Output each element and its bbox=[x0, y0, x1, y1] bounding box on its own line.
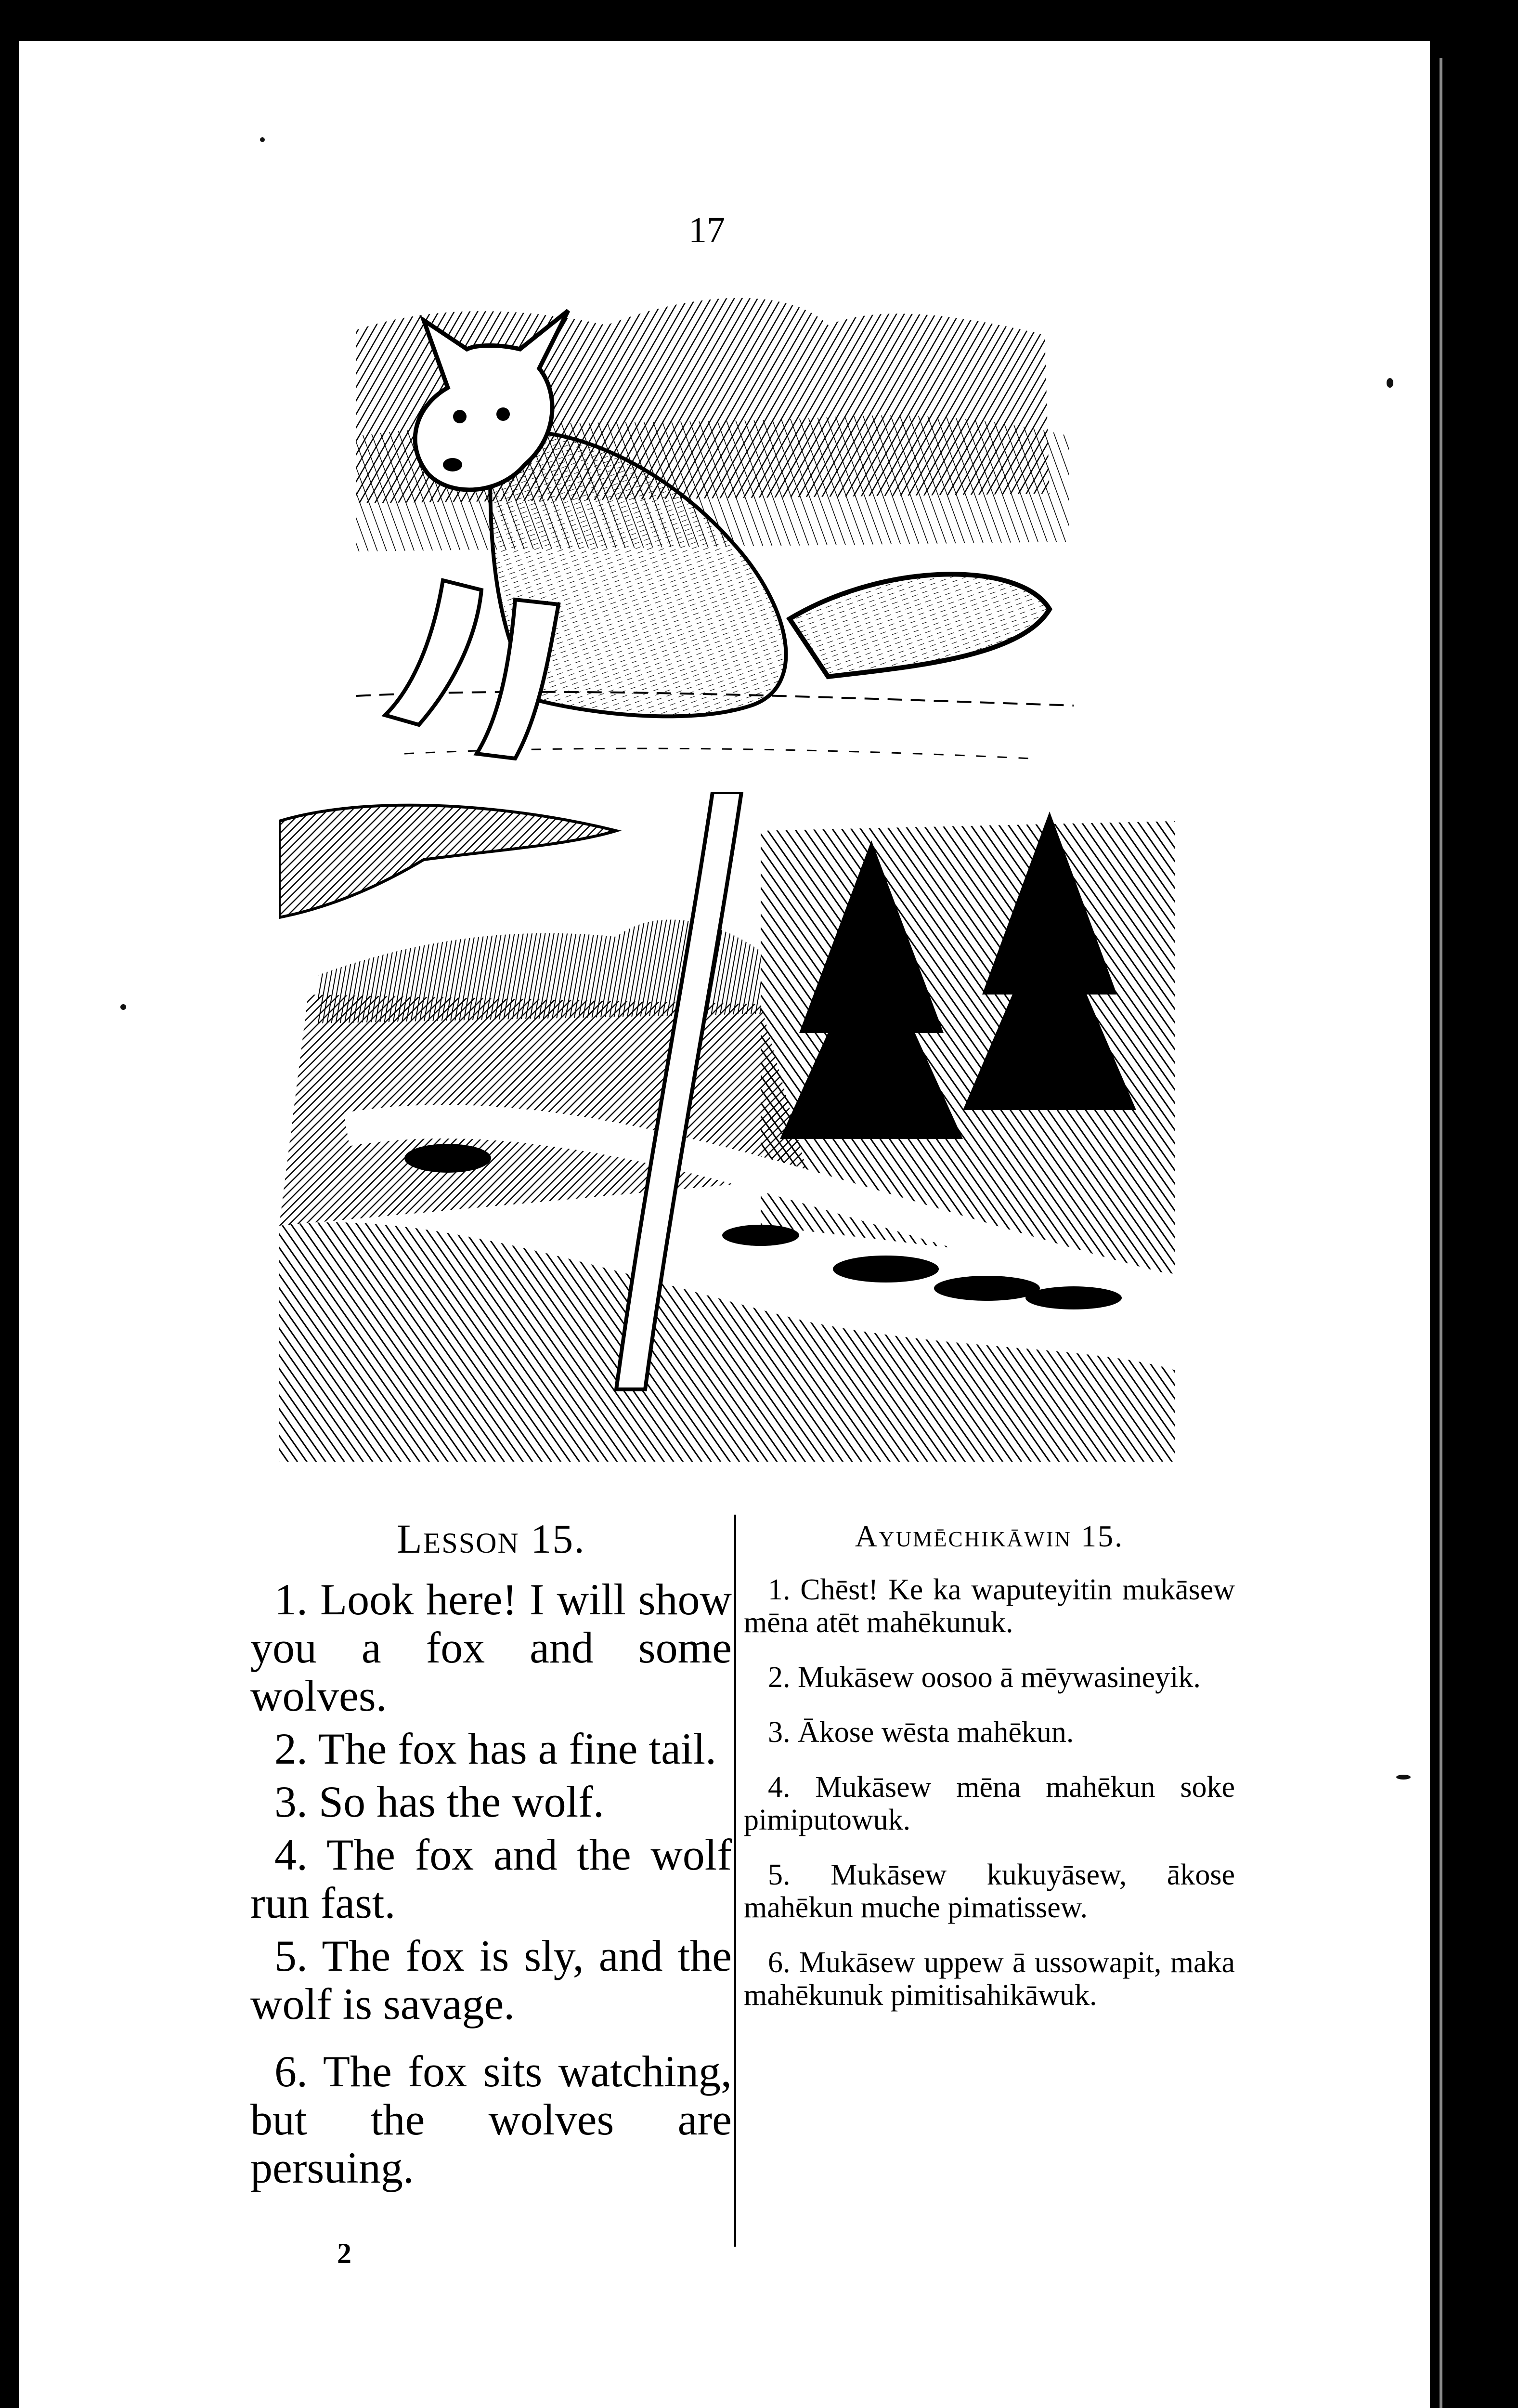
cree-paragraph-4: 4. Mukāsew mēna mahēkun soke pimiputowuk. bbox=[744, 1771, 1235, 1836]
english-paragraph-3: 3. So has the wolf. bbox=[274, 1777, 604, 1826]
signature-mark: 2 bbox=[337, 2238, 351, 2269]
cree-column bbox=[744, 1515, 1235, 2034]
english-paragraph-5: 5. The fox is sly, and the wolf is savage. bbox=[250, 1931, 732, 2028]
wolves-forest-illustration bbox=[279, 792, 1175, 1462]
page-edge-line bbox=[1440, 58, 1442, 2408]
scan-edge bbox=[1430, 0, 1518, 2408]
speck bbox=[260, 137, 265, 142]
page-number: 17 bbox=[688, 210, 725, 250]
english-heading: Lesson 15. bbox=[397, 1516, 585, 1562]
cree-paragraph-6: 6. Mukāsew uppew ā ussowapit, maka mahēkunuk pimitisahikāwuk. bbox=[744, 1946, 1235, 2012]
english-paragraph-4: 4. The fox and the wolf run fast. bbox=[250, 1830, 732, 1927]
cree-paragraph-5: 5. Mukāsew kukuyāsew, ākose mahēkun muche pimatissew. bbox=[744, 1858, 1235, 1924]
column-divider bbox=[734, 1515, 736, 2247]
english-column bbox=[250, 1515, 732, 2197]
speck bbox=[1387, 378, 1393, 388]
speck bbox=[1396, 1775, 1411, 1780]
english-paragraph-1: 1. Look here! I will show you a fox and some wolves. bbox=[250, 1575, 732, 1720]
cree-paragraph-1: 1. Chēst! Ke ka waputeyitin mukāsew mēna atēt mahēkunuk. bbox=[744, 1573, 1235, 1639]
cree-paragraph-2: 2. Mukāsew oosoo ā mēywasineyik. bbox=[768, 1661, 1201, 1694]
english-paragraph-6: 6. The fox sits watching, but the wolves are persuing. bbox=[250, 2047, 732, 2192]
english-paragraph-2: 2. The fox has a fine tail. bbox=[274, 1724, 717, 1773]
book-page bbox=[19, 41, 1430, 2408]
cree-paragraph-3: 3. Ākose wēsta mahēkun. bbox=[768, 1716, 1074, 1749]
fox-illustration bbox=[356, 291, 1074, 792]
cree-heading: Ayumēchikāwin 15. bbox=[855, 1519, 1124, 1553]
speck bbox=[120, 1004, 126, 1010]
